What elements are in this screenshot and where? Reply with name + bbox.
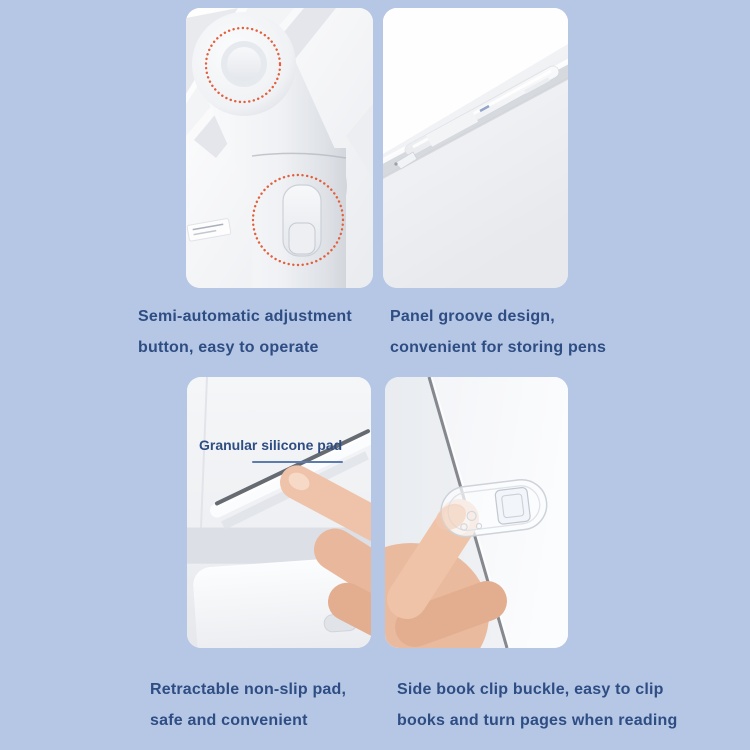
caption-line: Semi-automatic adjustment: [138, 308, 352, 325]
photo-pen-groove: [383, 8, 568, 288]
caption-line: books and turn pages when reading: [397, 712, 678, 729]
pen-groove-illustration: [383, 8, 568, 288]
caption-line: Retractable non-slip pad,: [150, 681, 347, 698]
caption-line: safe and convenient: [150, 712, 308, 729]
caption-silicone-pad: [150, 674, 346, 736]
pointer-line: [252, 461, 343, 463]
photo-label-granular-silicone-pad: Granular silicone pad: [199, 437, 343, 453]
arm-joint-illustration: [186, 8, 373, 288]
photo-adjustment-button: [186, 8, 373, 288]
slider-knob: [289, 223, 315, 254]
caption-line: Panel groove design,: [390, 308, 555, 325]
caption-line: button, easy to operate: [138, 339, 319, 356]
caption-line: convenient for storing pens: [390, 339, 607, 356]
caption-pen-groove: [390, 301, 606, 363]
clip-latch: [495, 487, 531, 525]
caption-book-clip: [397, 674, 677, 736]
round-button: [227, 47, 261, 81]
caption-adjustment-button: [138, 301, 352, 363]
photo-book-clip: [385, 377, 568, 648]
book-clip-illustration: [385, 377, 568, 648]
silicone-pad-illustration: [187, 377, 371, 648]
photo-silicone-pad: [187, 377, 371, 648]
pen-nib: [394, 162, 397, 165]
caption-line: Side book clip buckle, easy to clip: [397, 681, 664, 698]
